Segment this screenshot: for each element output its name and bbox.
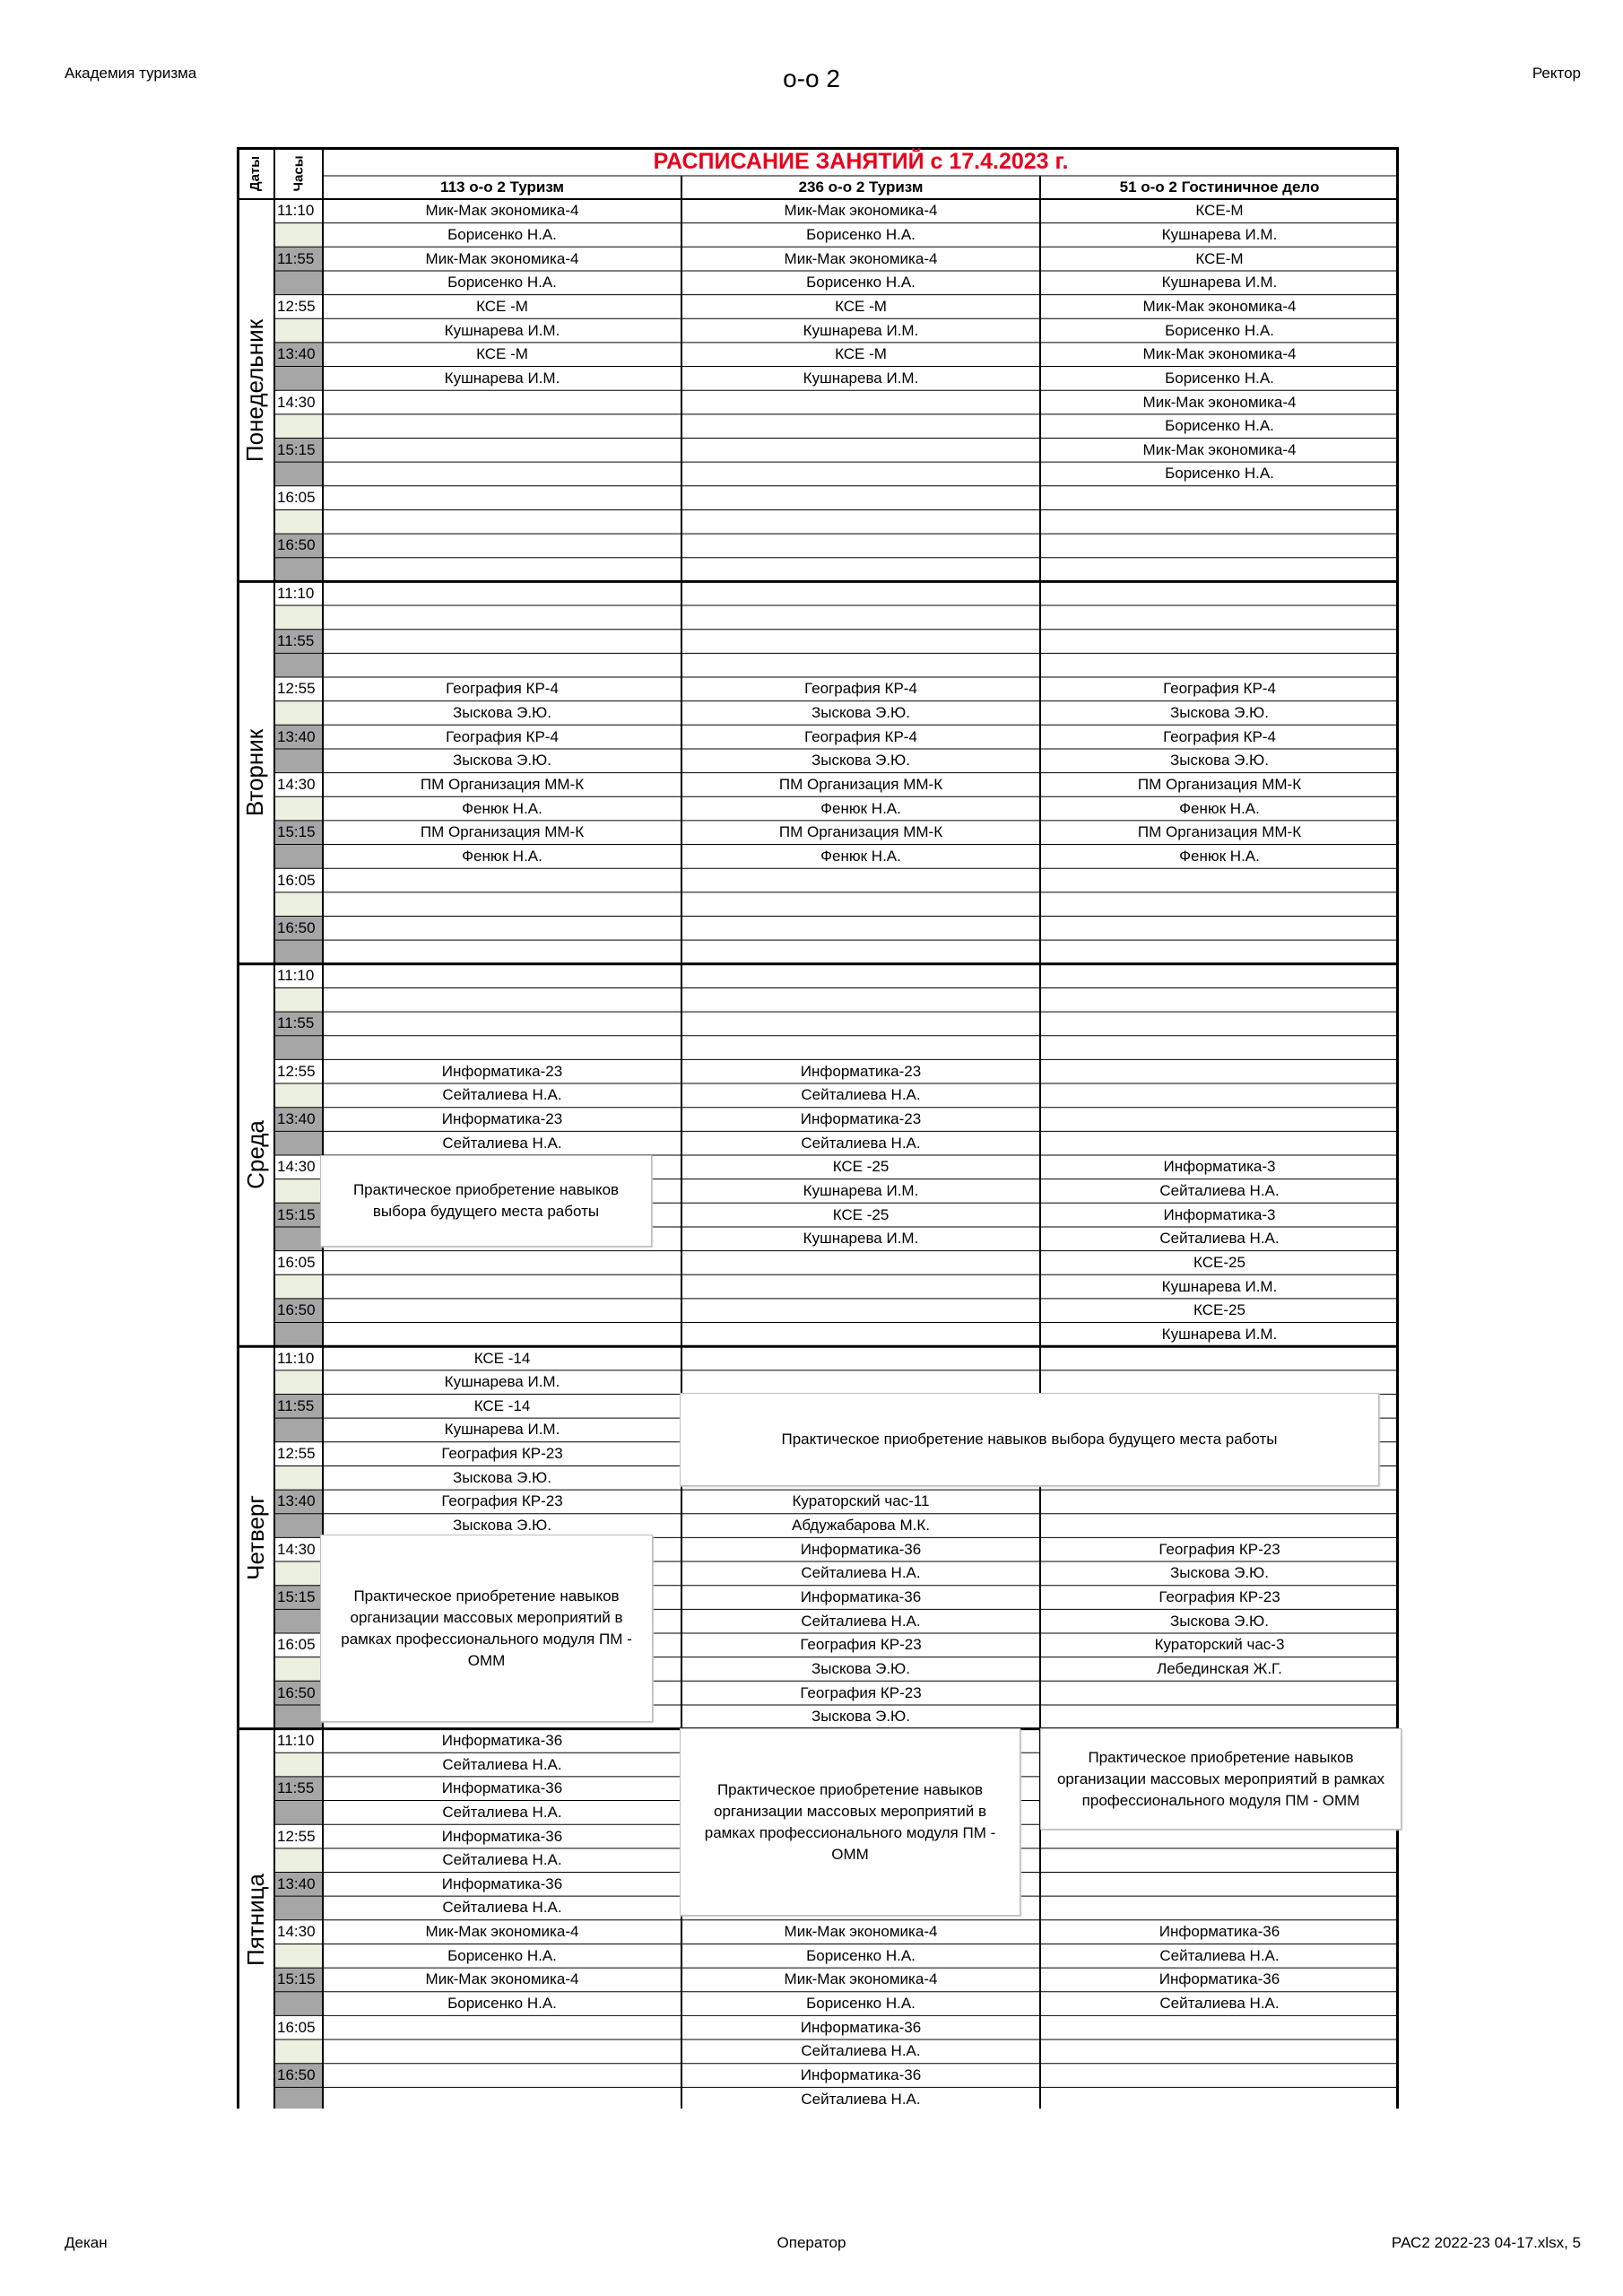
time-label: 11:55 bbox=[277, 1396, 315, 1414]
time-label: 11:10 bbox=[277, 1349, 315, 1367]
schedule-cell: Кушнарева И.М. bbox=[1161, 274, 1278, 291]
schedule-cell: Мик-Мак экономика-4 bbox=[1142, 393, 1297, 411]
schedule-cell: Борисенко Н.А. bbox=[447, 225, 557, 243]
schedule-cell: Зыскова Э.Ю. bbox=[812, 1708, 910, 1726]
day-name: Среда bbox=[241, 1120, 269, 1190]
day-name: Пятница bbox=[241, 1874, 269, 1967]
time-label: 16:50 bbox=[277, 1683, 316, 1701]
day-label bbox=[237, 1346, 274, 1728]
schedule-cell: Борисенко Н.А. bbox=[1165, 321, 1274, 339]
schedule-cell: Фенюк Н.А. bbox=[462, 847, 542, 865]
schedule-cell: География КР-23 bbox=[1159, 1540, 1280, 1558]
schedule-cell: Мик-Мак экономика-4 bbox=[425, 249, 579, 267]
schedule-cell: Мик-Мак экономика-4 bbox=[784, 249, 938, 267]
schedule-cell: Борисенко Н.А. bbox=[1165, 465, 1274, 483]
schedule-cell: Борисенко Н.А. bbox=[1165, 417, 1274, 435]
schedule-cell: Кушнарева И.М. bbox=[803, 1230, 919, 1248]
time-cell-bg bbox=[274, 1944, 323, 1968]
time-label: 14:30 bbox=[277, 393, 316, 411]
schedule-cell: КСЕ -М bbox=[835, 345, 887, 363]
day-label bbox=[237, 964, 274, 1346]
time-label: 16:50 bbox=[277, 2066, 316, 2083]
schedule-cell: Зыскова Э.Ю. bbox=[812, 752, 910, 770]
time-cell-bg bbox=[274, 701, 323, 726]
time-cell-bg bbox=[274, 749, 323, 773]
time-cell-bg bbox=[274, 318, 323, 343]
time-label: 11:10 bbox=[277, 202, 315, 220]
schedule-cell: География КР-23 bbox=[441, 1445, 563, 1463]
schedule-cell: Информатика-36 bbox=[800, 2018, 922, 2036]
time-label: 16:05 bbox=[277, 1636, 316, 1654]
time-cell-bg bbox=[274, 2087, 323, 2109]
schedule-cell: Фенюк Н.А. bbox=[1179, 799, 1260, 817]
schedule-cell: Информатика-23 bbox=[441, 1110, 563, 1127]
schedule-cell: Борисенко Н.А. bbox=[806, 274, 916, 291]
schedule-cell: Зыскова Э.Ю. bbox=[453, 1468, 551, 1486]
schedule-cell: Кураторский час-3 bbox=[1154, 1636, 1285, 1654]
time-label: 15:15 bbox=[277, 1588, 316, 1605]
day-label bbox=[237, 1729, 274, 2111]
schedule-cell: Сейталиева Н.А. bbox=[801, 2090, 921, 2108]
col-hours-header bbox=[274, 147, 323, 199]
schedule-cell: Фенюк Н.А. bbox=[1179, 847, 1260, 865]
schedule-cell: Борисенко Н.А. bbox=[806, 225, 916, 243]
schedule-cell: Кушнарева И.М. bbox=[803, 321, 919, 339]
time-cell-bg bbox=[274, 987, 323, 1012]
schedule-cell: Абдужабарова М.К. bbox=[792, 1517, 930, 1535]
schedule-cell: Сейталиева Н.А. bbox=[801, 2042, 921, 2060]
time-label: 11:10 bbox=[277, 584, 315, 602]
schedule-cell: ПМ Организация ММ-К bbox=[420, 775, 585, 793]
schedule-cell: Лебединская Ж.Г. bbox=[1157, 1659, 1282, 1677]
time-cell-bg bbox=[274, 1752, 323, 1777]
day-label bbox=[237, 199, 274, 581]
time-label: 15:15 bbox=[277, 440, 316, 458]
time-label: 16:50 bbox=[277, 1301, 316, 1319]
schedule-cell: Кушнарева И.М. bbox=[803, 1181, 919, 1199]
time-cell-bg bbox=[274, 1992, 323, 2016]
note-thu-practice-wide: Практическое приобретение навыков выбора будущего места работы bbox=[680, 1393, 1379, 1486]
time-label: 11:55 bbox=[277, 1014, 315, 1032]
schedule-cell: Кушнарева И.М. bbox=[444, 1373, 560, 1391]
time-cell-bg bbox=[274, 1561, 323, 1586]
schedule-cell: Сейталиева Н.А. bbox=[1159, 1995, 1280, 2013]
schedule-cell: Сейталиева Н.А. bbox=[801, 1086, 921, 1104]
time-cell-bg bbox=[274, 1418, 323, 1442]
time-cell-bg bbox=[274, 1896, 323, 1920]
time-label: 12:55 bbox=[277, 1827, 316, 1845]
schedule-cell: КСЕ-М bbox=[1195, 202, 1244, 220]
schedule-cell: Зыскова Э.Ю. bbox=[1170, 1612, 1269, 1630]
schedule-cell: Сейталиева Н.А. bbox=[801, 1612, 921, 1630]
schedule-cell: Кушнарева И.М. bbox=[1161, 1277, 1278, 1295]
schedule-cell: Информатика-23 bbox=[441, 1062, 563, 1080]
schedule-cell: Информатика-23 bbox=[800, 1062, 922, 1080]
time-label: 15:15 bbox=[277, 1970, 316, 1988]
schedule-table bbox=[237, 147, 1399, 2109]
schedule-cell: ПМ Организация ММ-К bbox=[1137, 823, 1302, 841]
note-thu-omm: Практическое приобретение навыков организации массовых мероприятий в рамках профессионального модуля ПМ - ОММ bbox=[320, 1535, 653, 1722]
time-cell-bg bbox=[274, 892, 323, 917]
schedule-cell: Кушнарева И.М. bbox=[444, 1421, 560, 1439]
time-cell-bg bbox=[274, 223, 323, 248]
note-wed-practice: Практическое приобретение навыков выбора будущего места работы bbox=[320, 1155, 652, 1247]
schedule-cell: Кушнарева И.М. bbox=[444, 369, 560, 387]
time-cell-bg bbox=[274, 1323, 323, 1347]
schedule-cell: Борисенко Н.А. bbox=[447, 1946, 557, 1964]
schedule-cell: ПМ Организация ММ-К bbox=[778, 823, 943, 841]
footer-center: Оператор bbox=[777, 2234, 846, 2251]
schedule-cell: ПМ Организация ММ-К bbox=[1137, 775, 1302, 793]
schedule-cell: Сейталиева Н.А. bbox=[1159, 1230, 1280, 1248]
time-cell-bg bbox=[274, 1227, 323, 1251]
schedule-cell: Сейталиева Н.А. bbox=[442, 1086, 562, 1104]
time-cell-bg bbox=[274, 462, 323, 486]
time-label: 12:55 bbox=[277, 680, 316, 698]
schedule-cell: Фенюк Н.А. bbox=[820, 847, 901, 865]
schedule-cell: География КР-4 bbox=[1163, 680, 1276, 698]
schedule-cell: Сейталиева Н.А. bbox=[442, 1755, 562, 1773]
time-cell-bg bbox=[274, 1370, 323, 1395]
schedule-cell: Фенюк Н.А. bbox=[820, 799, 901, 817]
day-name: Понедельник bbox=[241, 318, 269, 462]
time-label: 11:55 bbox=[277, 632, 315, 649]
time-label: 13:40 bbox=[277, 1110, 316, 1127]
schedule-cell: КСЕ -25 bbox=[832, 1205, 890, 1223]
schedule-cell: Зыскова Э.Ю. bbox=[1170, 1564, 1269, 1582]
day-label bbox=[237, 581, 274, 963]
time-cell-bg bbox=[274, 1131, 323, 1155]
schedule-cell: КСЕ-25 bbox=[1193, 1301, 1245, 1319]
schedule-cell: Кушнарева И.М. bbox=[803, 369, 919, 387]
schedule-cell: Зыскова Э.Ю. bbox=[1170, 752, 1269, 770]
schedule-cell: Сейталиева Н.А. bbox=[801, 1134, 921, 1152]
schedule-cell: Кураторский час-11 bbox=[792, 1492, 930, 1510]
schedule-cell: Зыскова Э.Ю. bbox=[453, 752, 551, 770]
schedule-cell: Информатика-23 bbox=[800, 1110, 922, 1127]
time-label: 13:40 bbox=[277, 1492, 316, 1510]
col-hours-label: Часы bbox=[291, 154, 307, 192]
schedule-cell: Борисенко Н.А. bbox=[447, 1995, 557, 2013]
col-dates-label: Даты bbox=[247, 155, 264, 191]
schedule-cell: Информатика-36 bbox=[441, 1874, 563, 1892]
schedule-cell: Мик-Мак экономика-4 bbox=[1142, 297, 1297, 315]
footer-left: Декан bbox=[65, 2234, 108, 2251]
schedule-cell: Информатика-36 bbox=[441, 1827, 563, 1845]
schedule-cell: Информатика-36 bbox=[441, 1779, 563, 1797]
time-cell-bg bbox=[274, 845, 323, 869]
time-cell-bg bbox=[274, 558, 323, 582]
time-cell-bg bbox=[274, 1083, 323, 1108]
schedule-cell: География КР-4 bbox=[1163, 727, 1276, 745]
header-left: Академия туризма bbox=[65, 65, 197, 82]
schedule-cell: Борисенко Н.А. bbox=[1165, 369, 1274, 387]
schedule-cell: Информатика-36 bbox=[1159, 1970, 1280, 1988]
time-cell-bg bbox=[274, 1465, 323, 1490]
group-header-113: 113 о-о 2 Туризм bbox=[440, 178, 564, 196]
schedule-cell: Сейталиева Н.А. bbox=[1159, 1946, 1280, 1964]
header-center: о-о 2 bbox=[783, 65, 840, 92]
time-label: 16:05 bbox=[277, 1253, 316, 1271]
schedule-cell: Мик-Мак экономика-4 bbox=[1142, 440, 1297, 458]
schedule-cell: ПМ Организация ММ-К bbox=[778, 775, 943, 793]
time-label: 16:05 bbox=[277, 2018, 316, 2036]
time-label: 14:30 bbox=[277, 1158, 316, 1176]
schedule-cell: География КР-23 bbox=[800, 1636, 922, 1654]
time-label: 15:15 bbox=[277, 1205, 316, 1223]
schedule-cell: КСЕ -14 bbox=[473, 1396, 531, 1414]
time-cell-bg bbox=[274, 1514, 323, 1538]
time-cell-bg bbox=[274, 2039, 323, 2064]
schedule-cell: Информатика-36 bbox=[800, 2066, 922, 2083]
time-cell-bg bbox=[274, 940, 323, 964]
schedule-cell: География КР-23 bbox=[800, 1683, 922, 1701]
schedule-cell: Сейталиева Н.А. bbox=[442, 1803, 562, 1821]
schedule-cell: Зыскова Э.Ю. bbox=[812, 703, 910, 721]
schedule-cell: Сейталиева Н.А. bbox=[1159, 1181, 1280, 1199]
time-label: 12:55 bbox=[277, 1445, 316, 1463]
time-label: 12:55 bbox=[277, 1062, 316, 1080]
schedule-cell: Кушнарева И.М. bbox=[1161, 1325, 1278, 1343]
time-cell-bg bbox=[274, 796, 323, 821]
schedule-cell: Мик-Мак экономика-4 bbox=[1142, 345, 1297, 363]
schedule-cell: Мик-Мак экономика-4 bbox=[784, 202, 938, 220]
schedule-cell: Информатика-36 bbox=[441, 1731, 563, 1749]
group-header-51: 51 о-о 2 Гостиничное дело bbox=[1119, 178, 1320, 196]
schedule-cell: Зыскова Э.Ю. bbox=[1170, 703, 1269, 721]
time-label: 16:05 bbox=[277, 489, 316, 507]
schedule-cell: Зыскова Э.Ю. bbox=[453, 703, 551, 721]
time-cell-bg bbox=[274, 1848, 323, 1873]
schedule-cell: Сейталиева Н.А. bbox=[442, 1134, 562, 1152]
note-fri-omm-51: Практическое приобретение навыков организации массовых мероприятий в рамках профессионального модуля ПМ - ОММ bbox=[1040, 1728, 1402, 1830]
time-label: 11:55 bbox=[277, 249, 315, 267]
schedule-cell: Борисенко Н.А. bbox=[806, 1946, 916, 1964]
time-cell-bg bbox=[274, 653, 323, 677]
time-cell-bg bbox=[274, 1801, 323, 1825]
time-label: 16:05 bbox=[277, 871, 316, 889]
schedule-cell: КСЕ -14 bbox=[473, 1349, 531, 1367]
time-label: 14:30 bbox=[277, 1540, 316, 1558]
time-cell-bg bbox=[274, 1179, 323, 1204]
schedule-cell: Сейталиева Н.А. bbox=[801, 1564, 921, 1582]
schedule-cell: КСЕ-25 bbox=[1193, 1253, 1245, 1271]
time-label: 14:30 bbox=[277, 1923, 316, 1941]
schedule-cell: Зыскова Э.Ю. bbox=[453, 1517, 551, 1535]
schedule-cell: Мик-Мак экономика-4 bbox=[425, 1923, 579, 1941]
time-cell-bg bbox=[274, 367, 323, 391]
time-label: 11:10 bbox=[277, 967, 315, 985]
schedule-cell: Кушнарева И.М. bbox=[444, 321, 560, 339]
schedule-cell: Борисенко Н.А. bbox=[447, 274, 557, 291]
time-cell-bg bbox=[274, 271, 323, 295]
schedule-cell: КСЕ -М bbox=[476, 297, 528, 315]
schedule-cell: Мик-Мак экономика-4 bbox=[425, 202, 579, 220]
time-label: 13:40 bbox=[277, 345, 316, 363]
schedule-cell: Мик-Мак экономика-4 bbox=[784, 1923, 938, 1941]
schedule-cell: КСЕ-М bbox=[1195, 249, 1244, 267]
time-cell-bg bbox=[274, 414, 323, 439]
schedule-cell: Борисенко Н.А. bbox=[806, 1995, 916, 2013]
time-cell-bg bbox=[274, 1705, 323, 1729]
schedule-title: РАСПИСАНИЕ ЗАНЯТИЙ с 17.4.2023 г. bbox=[653, 149, 1069, 174]
schedule-cell: География КР-4 bbox=[804, 680, 917, 698]
time-label: 12:55 bbox=[277, 297, 316, 315]
schedule-cell: Сейталиева Н.А. bbox=[442, 1899, 562, 1917]
note-fri-omm-236: Практическое приобретение навыков организации массовых мероприятий в рамках профессионального модуля ПМ - ОММ bbox=[680, 1728, 1020, 1916]
group-header-236: 236 о-о 2 Туризм bbox=[798, 178, 924, 196]
time-label: 16:50 bbox=[277, 536, 316, 554]
schedule-cell: Информатика-36 bbox=[1159, 1923, 1280, 1941]
schedule-cell: Сейталиева Н.А. bbox=[442, 1851, 562, 1869]
schedule-cell: Информатика-3 bbox=[1163, 1205, 1276, 1223]
schedule-cell: КСЕ -М bbox=[835, 297, 887, 315]
schedule-cell: География КР-4 bbox=[804, 727, 917, 745]
time-label: 11:10 bbox=[277, 1731, 315, 1749]
time-label: 14:30 bbox=[277, 775, 316, 793]
day-name: Четверг bbox=[241, 1494, 269, 1580]
day-name: Вторник bbox=[241, 728, 269, 817]
schedule-cell: Информатика-3 bbox=[1163, 1158, 1276, 1176]
schedule-cell: Информатика-36 bbox=[800, 1540, 922, 1558]
schedule-cell: География КР-23 bbox=[1159, 1588, 1280, 1605]
schedule-cell: Мик-Мак экономика-4 bbox=[784, 1970, 938, 1988]
schedule-cell: География КР-23 bbox=[441, 1492, 563, 1510]
schedule-cell: Информатика-36 bbox=[800, 1588, 922, 1605]
time-cell-bg bbox=[274, 509, 323, 534]
time-label: 11:55 bbox=[277, 1779, 315, 1797]
schedule-cell: КСЕ -М bbox=[476, 345, 528, 363]
time-label: 16:50 bbox=[277, 918, 316, 936]
schedule-cell: КСЕ -25 bbox=[832, 1158, 890, 1176]
time-label: 13:40 bbox=[277, 727, 316, 745]
schedule-cell: География КР-4 bbox=[446, 680, 559, 698]
footer-right: РАС2 2022-23 04-17.xlsx, 5 bbox=[1391, 2234, 1581, 2251]
col-dates-header bbox=[237, 147, 274, 199]
time-label: 13:40 bbox=[277, 1874, 316, 1892]
schedule-cell: Мик-Мак экономика-4 bbox=[425, 1970, 579, 1988]
time-cell-bg bbox=[274, 605, 323, 630]
time-cell-bg bbox=[274, 1609, 323, 1633]
schedule-cell: Фенюк Н.А. bbox=[462, 799, 542, 817]
schedule-cell: География КР-4 bbox=[446, 727, 559, 745]
time-cell-bg bbox=[274, 1036, 323, 1060]
time-cell-bg bbox=[274, 1274, 323, 1299]
time-cell-bg bbox=[274, 1657, 323, 1682]
header-right: Ректор bbox=[1532, 65, 1581, 82]
schedule-cell: Зыскова Э.Ю. bbox=[812, 1659, 910, 1677]
time-label: 15:15 bbox=[277, 823, 316, 841]
schedule-cell: Кушнарева И.М. bbox=[1161, 225, 1278, 243]
schedule-cell: ПМ Организация ММ-К bbox=[420, 823, 585, 841]
